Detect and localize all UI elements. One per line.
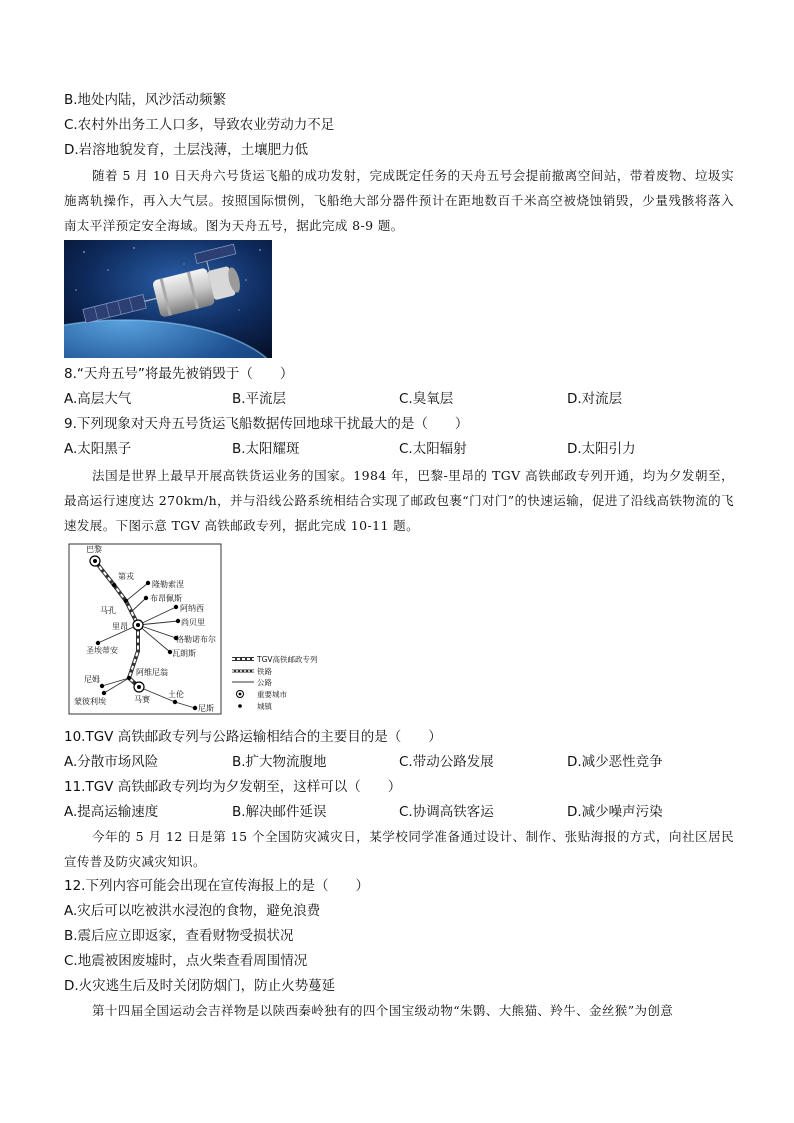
label-lyon: 里昂 xyxy=(112,622,128,631)
legend-road: 公路 xyxy=(257,678,272,687)
q10-option-b[interactable]: B.扩大物流腹地 xyxy=(232,754,327,770)
q11-option-a[interactable]: A.提高运输速度 xyxy=(64,804,159,820)
q8-option-c[interactable]: C.臭氧层 xyxy=(399,391,454,407)
label-toulon: 土伦 xyxy=(168,690,184,699)
q8-stem: 8.“天舟五号”将最先被销毁于（ ） xyxy=(64,366,294,382)
label-montpellier: 蒙彼利埃 xyxy=(74,697,106,706)
q12-stem: 12.下列内容可能会出现在宣传海报上的是（ ） xyxy=(64,878,369,894)
label-paris: 巴黎 xyxy=(86,545,102,554)
q12-option-d[interactable]: D.火灾逃生后及时关闭防烟门，防止火势蔓延 xyxy=(64,978,336,994)
label-dijon: 第戎 xyxy=(118,572,134,581)
passage-tianzhou: 随着 5 月 10 日天舟六号货运飞船的成功发射，完成既定任务的天舟五号会提前撤离空间站，带着废物、垃圾实施离轨操作，再入大气层。按照国际惯例，飞船绝大部分器件预计在距地数百千米高空被烧蚀销毁，少量残骸将落入南太平洋预定安全海域。图为天舟五号，据此完成 8-9 题。 xyxy=(64,168,734,233)
q9-option-a[interactable]: A.太阳黑子 xyxy=(64,441,132,457)
legend-town: 城镇 xyxy=(257,702,272,711)
label-avignon: 阿维尼翁 xyxy=(136,668,168,677)
label-grenoble: 格勒诺布尔 xyxy=(176,635,216,644)
label-chambery: 隆勒索涅 xyxy=(152,580,184,589)
q8-option-d[interactable]: D.对流层 xyxy=(567,391,623,407)
q9-stem: 9.下列现象对天舟五号货运飞船数据传回地球干扰最大的是（ ） xyxy=(64,416,469,432)
q8-option-a[interactable]: A.高层大气 xyxy=(64,391,132,407)
q8-option-b[interactable]: B.平流层 xyxy=(232,391,287,407)
q11-stem: 11.TGV 高铁邮政专列均为夕发朝至，这样可以（ ） xyxy=(64,779,402,795)
passage-tgv: 法国是世界上最早开展高铁货运业务的国家。1984 年，巴黎-里昂的 TGV 高铁邮政专列开通，均为夕发朝至，最高运行速度达 270km/h，并与沿线公路系统相结合实现了邮政包裹“门对门”的快速运输，促进了沿线高铁物流的飞速发展。下图示意 TGV 高铁邮政专列，据此完成 10-11 题。 xyxy=(64,468,734,533)
legend-major-city: 重要城市 xyxy=(257,690,287,699)
label-bourg: 布昂佩斯 xyxy=(150,594,182,603)
q11-option-d[interactable]: D.减少噪声污染 xyxy=(567,804,663,820)
label-nimes: 尼姆 xyxy=(84,675,100,684)
tgv-map-svg xyxy=(64,541,336,718)
spacecraft-illustration xyxy=(64,240,272,358)
q12-option-a[interactable]: A.灾后可以吃被洪水浸泡的食物，避免浪费 xyxy=(64,903,321,919)
label-nice: 尼斯 xyxy=(198,704,214,713)
map-legend xyxy=(232,654,318,711)
tianzhou5-photo xyxy=(64,240,272,358)
q9-option-d[interactable]: D.太阳引力 xyxy=(567,441,636,457)
q10-option-a[interactable]: A.分散市场风险 xyxy=(64,754,159,770)
q9-option-b[interactable]: B.太阳耀斑 xyxy=(232,441,300,457)
q11-option-c[interactable]: C.协调高铁客运 xyxy=(399,804,494,820)
q9-option-c[interactable]: C.太阳辐射 xyxy=(399,441,467,457)
label-marseille: 马赛 xyxy=(134,695,150,704)
q7-option-b: B.地处内陆，风沙活动频繁 xyxy=(64,92,227,108)
label-macon: 马孔 xyxy=(100,606,116,615)
passage-games: 第十四届全国运动会吉祥物是以陕西秦岭独有的四个国宝级动物“朱鹮、大熊猫、羚牛、金丝猴”为创意 xyxy=(92,1003,674,1018)
q12-option-c[interactable]: C.地震被困废墟时，点火柴查看周围情况 xyxy=(64,953,308,969)
label-chamonix: 尚贝里 xyxy=(181,618,205,627)
label-valence: 瓦朗斯 xyxy=(172,649,196,658)
q10-stem: 10.TGV 高铁邮政专列与公路运输相结合的主要目的是（ ） xyxy=(64,729,442,745)
legend-rail: 铁路 xyxy=(257,667,272,676)
q10-option-d[interactable]: D.减少恶性竞争 xyxy=(567,754,663,770)
q10-options xyxy=(64,752,744,772)
label-stetienne: 圣埃蒂安 xyxy=(86,646,118,655)
q11-option-b[interactable]: B.解决邮件延误 xyxy=(232,804,327,820)
q12-option-b[interactable]: B.震后应立即返家，查看财物受损状况 xyxy=(64,928,294,944)
label-annecy: 阿纳西 xyxy=(180,604,204,613)
q8-options xyxy=(64,389,744,409)
tgv-route-map xyxy=(64,541,336,718)
q10-option-c[interactable]: C.带动公路发展 xyxy=(399,754,494,770)
q7-option-c: C.农村外出务工人口多，导致农业劳动力不足 xyxy=(64,117,335,133)
q7-option-d: D.岩溶地貌发育，土层浅薄，土壤肥力低 xyxy=(64,142,309,158)
legend-tgv: TGV高铁邮政专列 xyxy=(257,655,318,664)
q9-options xyxy=(64,439,744,459)
q11-options xyxy=(64,802,744,822)
passage-disaster: 今年的 5 月 12 日是第 15 个全国防灾减灾日，某学校同学准备通过设计、制作、张贴海报的方式，向社区居民宣传普及防灾减灾知识。 xyxy=(64,829,734,869)
